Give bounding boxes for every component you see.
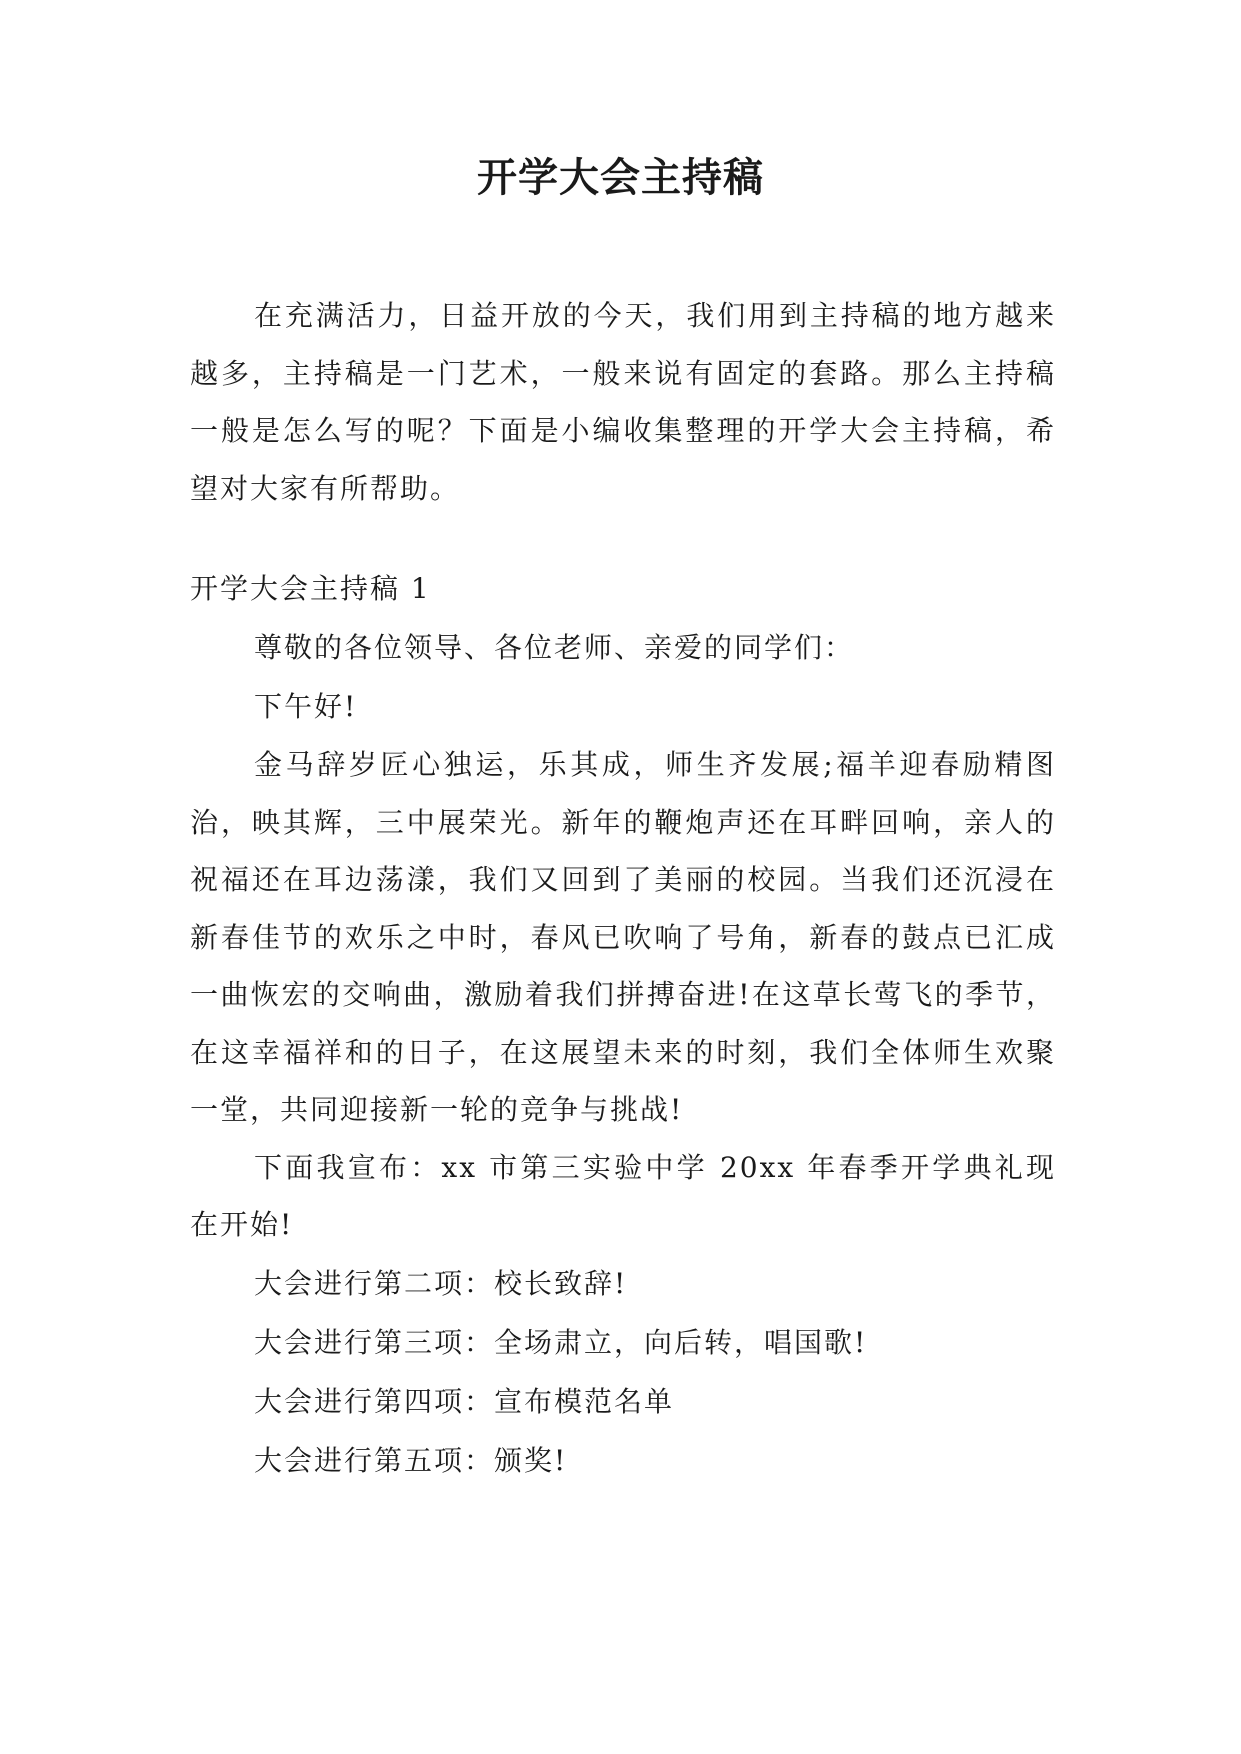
salutation: 尊敬的各位领导、各位老师、亲爱的同学们： bbox=[254, 631, 855, 664]
agenda-item: 大会进行第四项：宣布模范名单 bbox=[254, 1384, 675, 1418]
document-body bbox=[190, 287, 1056, 1490]
agenda-item: 大会进行第五项：颁奖! bbox=[254, 1443, 568, 1477]
intro-paragraph: 在充满活力，日益开放的今天，我们用到主持稿的地方越来越多，主持稿是一门艺术，一般来说有固定的套路。那么主持稿一般是怎么写的呢？下面是小编收集整理的开学大会主持稿，希望对大家有所帮助。 bbox=[190, 299, 1056, 505]
section-heading: 开学大会主持稿 1 bbox=[190, 572, 431, 605]
agenda-item: 大会进行第三项：全场肃立，向后转，唱国歌! bbox=[254, 1325, 868, 1359]
agenda-item: 大会进行第二项：校长致辞! bbox=[254, 1266, 628, 1300]
section-spacer bbox=[190, 517, 1056, 559]
body-paragraph: 金马辞岁匠心独运，乐其成，师生齐发展;福羊迎春励精图治，映其辉，三中展荣光。新年的鞭炮声还在耳畔回响，亲人的祝福还在耳边荡漾，我们又回到了美丽的校园。当我们还沉浸在新春佳节的欢乐之中时，春风已吹响了号角，新春的鼓点已汇成一曲恢宏的交响曲，激励着我们拼搏奋进!在这草长莺飞的季节，在这幸福祥和的日子，在这展望未来的时刻，我们全体师生欢聚一堂，共同迎接新一轮的竞争与挑战! bbox=[190, 748, 1056, 1126]
page-title: 开学大会主持稿 bbox=[477, 155, 764, 201]
announcement-paragraph: 下面我宣布：xx 市第三实验中学 20xx 年春季开学典礼现在开始! bbox=[190, 1150, 1056, 1241]
greeting: 下午好! bbox=[254, 690, 358, 723]
